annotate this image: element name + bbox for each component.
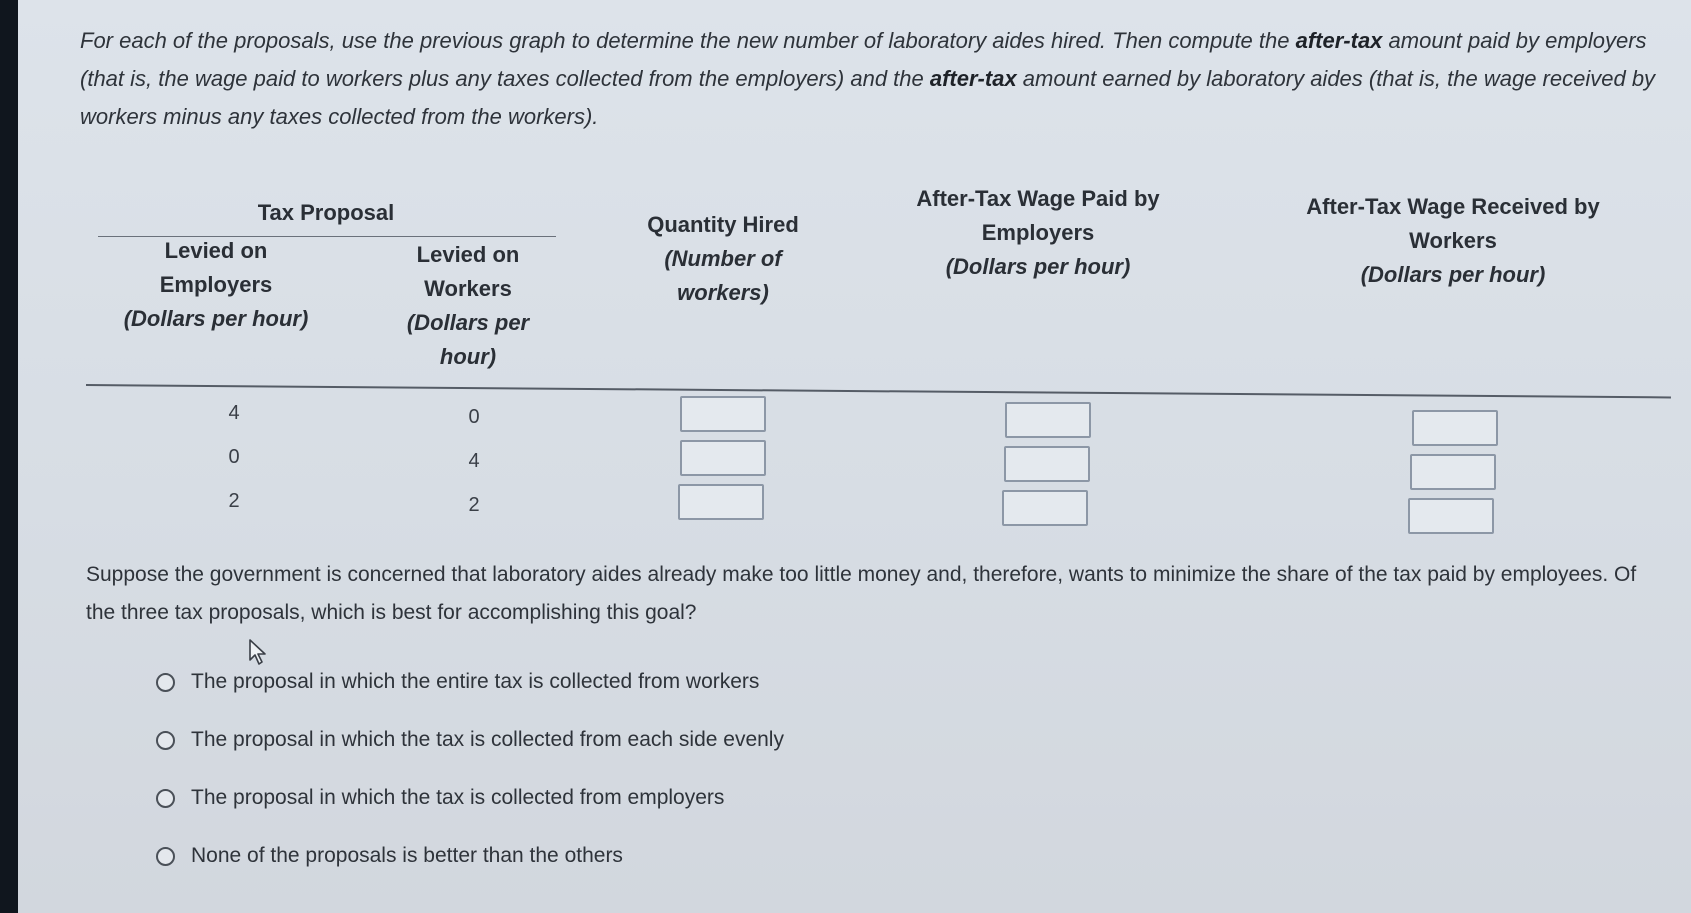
col1-unit: (Dollars per hour) — [123, 306, 309, 331]
instructions-text-1: For each of the proposals, use the previous graph to determine the new number of laboratory aides hired. Then compute the — [80, 28, 1296, 53]
header-tax-proposal — [96, 196, 556, 230]
option-workers[interactable] — [156, 670, 759, 694]
mouse-cursor-icon — [248, 638, 268, 666]
radio-icon[interactable] — [156, 847, 175, 866]
wage-paid-input-row1[interactable] — [1005, 402, 1091, 438]
option-label: The proposal in which the tax is collected from each side evenly — [191, 728, 784, 751]
row1-employers: 4 — [228, 402, 240, 424]
radio-icon[interactable] — [156, 673, 175, 692]
option-label: The proposal in which the tax is collected from employers — [191, 786, 725, 809]
instructions-bold-2: after-tax — [929, 66, 1017, 91]
col1-line2: Employers — [159, 272, 273, 297]
header-bottom-rule — [86, 384, 1671, 398]
col2-line1: Levied on — [416, 242, 520, 267]
header-levied-workers — [378, 238, 558, 374]
quantity-hired-input-row2[interactable] — [680, 440, 766, 476]
col4-line1: After-Tax Wage Paid by — [916, 186, 1160, 211]
option-employers[interactable] — [156, 786, 724, 810]
radio-icon[interactable] — [156, 789, 175, 808]
col1-line1: Levied on — [164, 238, 268, 263]
wage-received-input-row2[interactable] — [1410, 454, 1496, 490]
row1-workers: 0 — [468, 406, 480, 428]
option-label: The proposal in which the entire tax is collected from workers — [191, 670, 760, 693]
col4-unit: (Dollars per hour) — [945, 254, 1131, 279]
col2-unit-1: (Dollars per — [406, 310, 530, 335]
col3-line1: Quantity Hired — [647, 212, 799, 237]
option-none[interactable] — [156, 844, 623, 868]
option-evenly[interactable] — [156, 728, 784, 752]
instructions-text-2: amount paid by employers (that is, the wage paid to workers plus any taxes collected from the employers) and the — [80, 28, 1647, 91]
header-levied-employers — [96, 234, 336, 336]
instructions-text-3: amount earned by laboratory aides (that is, the wage received by workers minus any taxes collected from the workers). — [80, 66, 1656, 129]
col5-line1: After-Tax Wage Received by — [1306, 194, 1600, 219]
instructions — [80, 22, 1670, 136]
option-label: None of the proposals is better than the others — [191, 844, 623, 867]
col3-unit-2: workers) — [677, 280, 769, 305]
tax-proposal-label: Tax Proposal — [257, 200, 395, 225]
row2-workers: 4 — [468, 450, 480, 472]
radio-icon[interactable] — [156, 731, 175, 750]
col2-line2: Workers — [424, 276, 512, 301]
question-text: Suppose the government is concerned that laboratory aides already make too little money and, therefore, wants to minimize the share of the tax paid by employees. Of the three tax proposals, which is best for accomplishing this goal? — [86, 563, 1637, 624]
row3-employers: 2 — [228, 490, 240, 512]
col5-unit: (Dollars per hour) — [1360, 262, 1546, 287]
row3-workers: 2 — [468, 494, 480, 516]
wage-received-input-row3[interactable] — [1408, 498, 1494, 534]
screen — [18, 0, 1691, 913]
wage-paid-input-row2[interactable] — [1004, 446, 1090, 482]
row2-employers: 0 — [228, 446, 240, 468]
quantity-hired-input-row1[interactable] — [680, 396, 766, 432]
header-wage-paid — [888, 182, 1188, 284]
col2-unit-2: hour) — [439, 344, 497, 369]
header-quantity-hired — [618, 208, 828, 310]
wage-paid-input-row3[interactable] — [1002, 490, 1088, 526]
wage-received-input-row1[interactable] — [1412, 410, 1498, 446]
col5-line2: Workers — [1409, 228, 1497, 253]
header-wage-received — [1283, 190, 1623, 292]
col4-line2: Employers — [981, 220, 1095, 245]
col3-unit-1: (Number of — [664, 246, 782, 271]
quantity-hired-input-row3[interactable] — [678, 484, 764, 520]
instructions-bold-1: after-tax — [1295, 28, 1383, 53]
